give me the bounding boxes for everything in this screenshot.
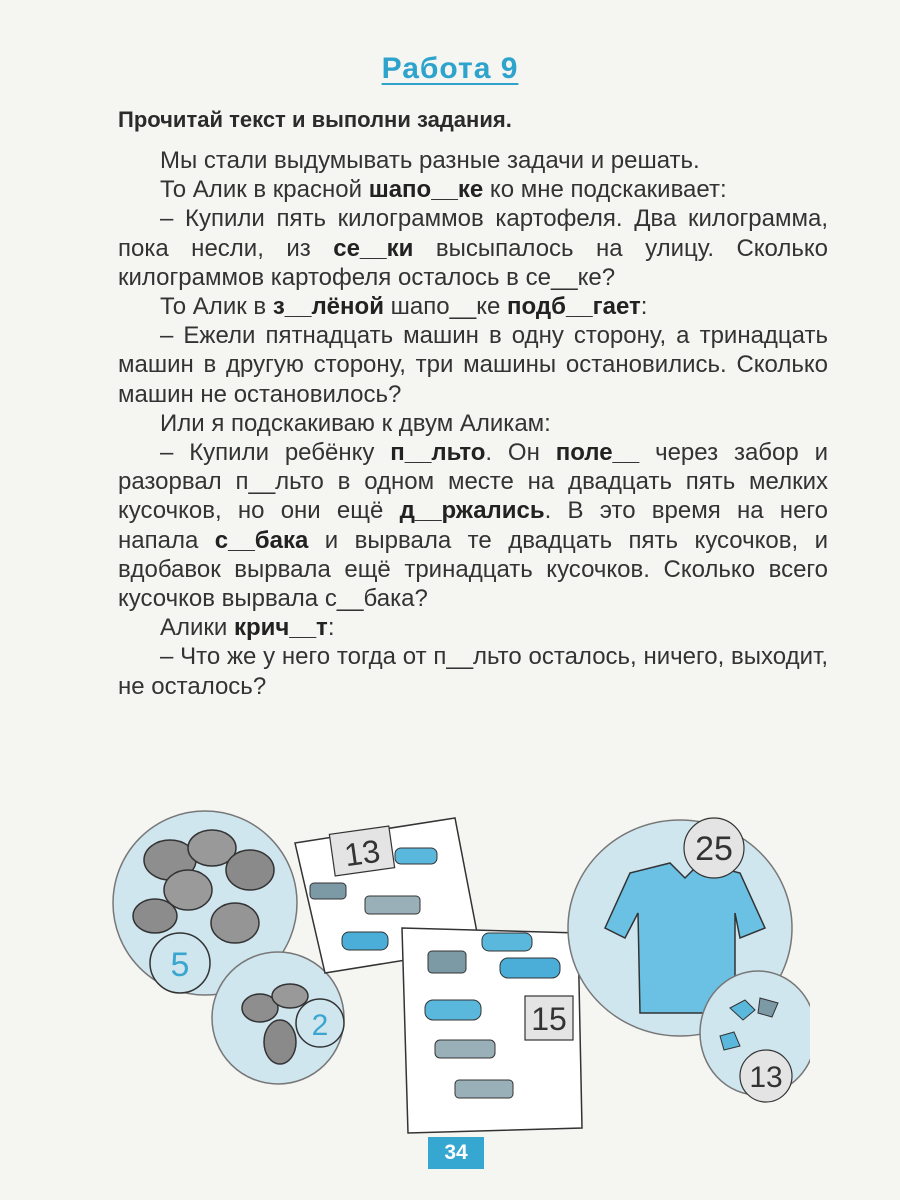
instruction: Прочитай текст и выполни задания. — [118, 107, 512, 132]
text-segment: высыпалось на улицу. Сколько килограммов картофеля осталось в се__ке? — [118, 234, 829, 291]
text-segment: – Ежели пятнадцать машин в одну сторону, а тринадцать машин в другую сторону, три машины остановились. Сколько машин не остановилось? — [118, 322, 828, 408]
text-segment: То Алик в красной — [160, 176, 369, 204]
text-segment: : — [327, 614, 335, 642]
text-segment: ко мне подскакивает: — [483, 176, 727, 204]
potatoes-number: 5 — [170, 946, 190, 984]
text-segment: – Купили пять килограммов картофеля. Два килограмма, пока несли, из — [118, 205, 828, 262]
story-paragraph — [118, 613, 828, 642]
coat-group — [568, 818, 810, 1102]
coat-number: 25 — [695, 830, 733, 868]
story-paragraph — [118, 146, 828, 175]
cars-sign-a: 13 — [342, 832, 383, 874]
story-paragraph — [118, 409, 828, 438]
text-segment: . В это время на него напала — [118, 497, 828, 554]
highlighted-word: п__льто — [390, 439, 486, 467]
story-paragraph — [118, 204, 828, 292]
story-text — [118, 146, 828, 701]
text-segment: через забор и разорвал п__льто в одном месте на двадцать пять мелких кусочков, но они ещё — [118, 439, 828, 525]
highlighted-word: шапо__ке — [368, 176, 484, 204]
story-paragraph — [118, 438, 828, 613]
illustration — [110, 808, 810, 1138]
story-paragraph — [118, 292, 828, 321]
text-segment: шапо__ке — [383, 293, 508, 321]
cars-card-2 — [402, 928, 582, 1133]
highlighted-word: з__лёной — [272, 293, 384, 321]
story-paragraph — [118, 642, 828, 700]
story-paragraph — [118, 175, 828, 204]
page-number: 34 — [428, 1137, 484, 1169]
story-paragraph — [118, 321, 828, 409]
text-segment: и вырвала те двадцать пять кусочков, и вдобавок вырвала ещё тринадцать кусочков. Сколько всего кусочков вырвала с__бака? — [118, 526, 828, 613]
page-title-text: Работа 9 — [381, 52, 519, 85]
text-segment: Мы стали выдумывать разные задачи и решать. — [160, 147, 700, 174]
highlighted-word: поле__ — [555, 439, 640, 467]
text-segment: : — [640, 293, 648, 321]
text-segment: – Купили ребёнку — [160, 439, 391, 467]
highlighted-word: с__бака — [214, 526, 309, 554]
pieces-number: 13 — [749, 1061, 783, 1094]
text-segment: . Он — [485, 439, 556, 467]
text-segment: То Алик в — [160, 293, 273, 321]
highlighted-word: д__ржались — [399, 497, 545, 525]
potatoes-small-number: 2 — [311, 1009, 329, 1042]
page-title — [0, 52, 900, 86]
cars-sign-b: 15 — [531, 1001, 567, 1037]
highlighted-word: крич__т — [234, 614, 328, 642]
highlighted-word: подб__гает — [507, 293, 641, 321]
text-segment: Или я подскакиваю к двум Аликам: — [160, 409, 551, 437]
highlighted-word: се__ки — [333, 234, 414, 262]
text-segment: Алики — [160, 614, 234, 642]
text-segment: – Что же у него тогда от п__льто осталось, ничего, выходит, не осталось? — [118, 643, 828, 700]
